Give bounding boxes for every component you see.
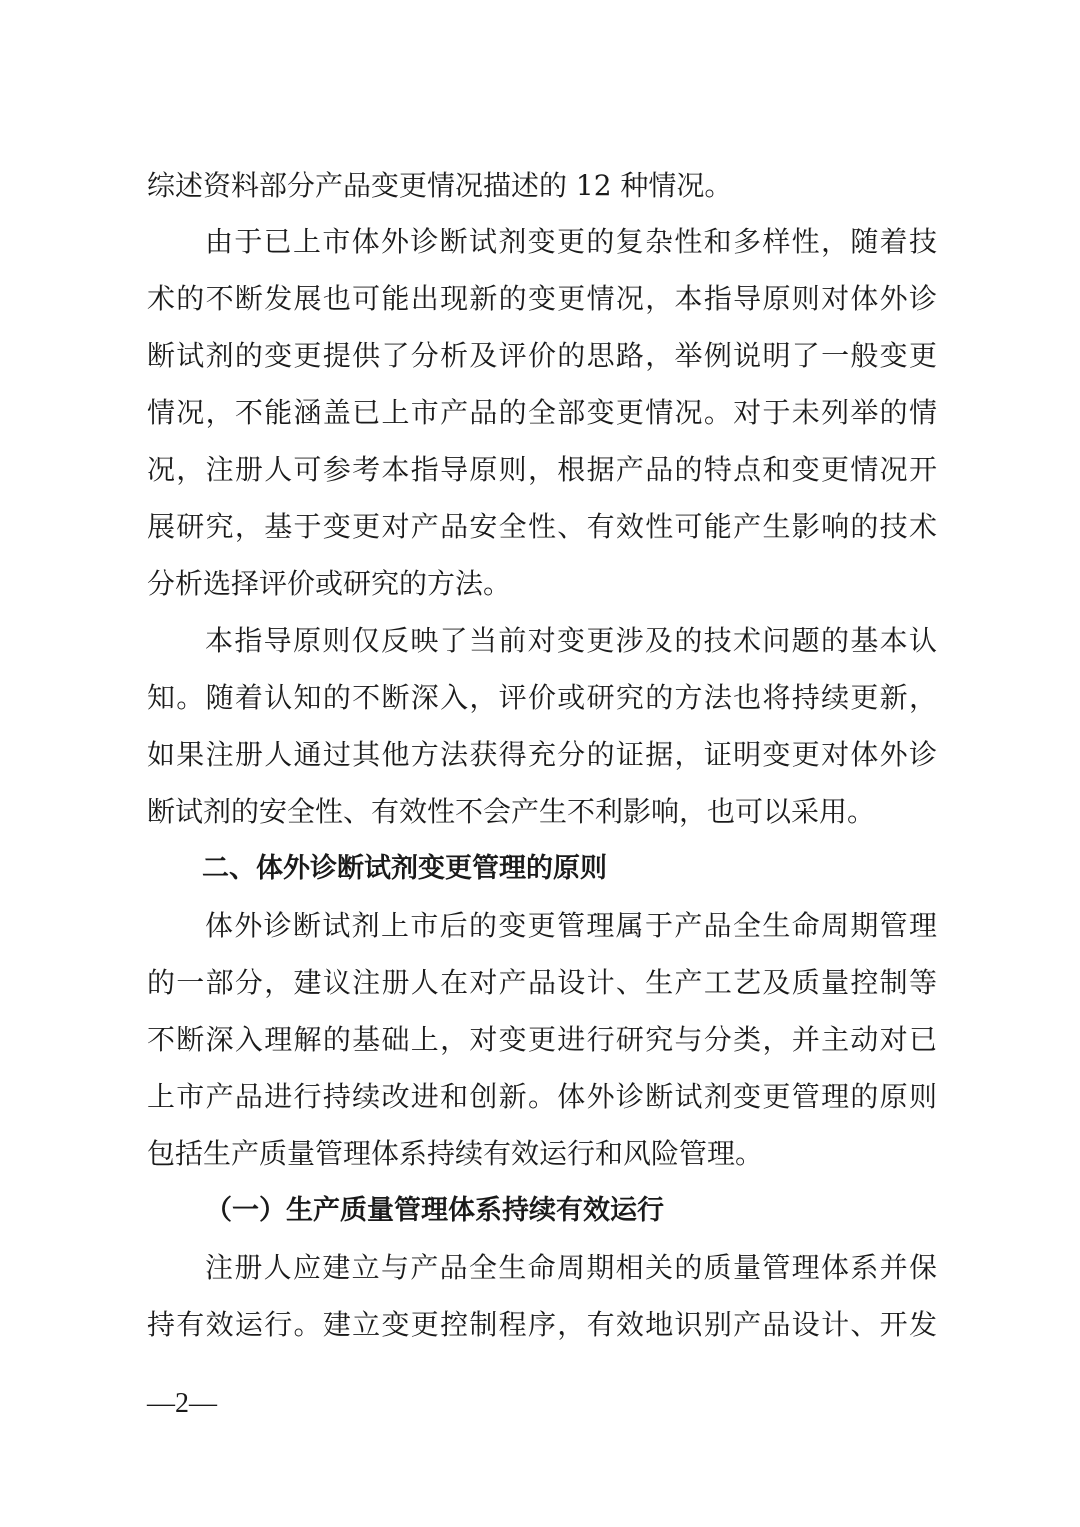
section-heading: 二、体外诊断试剂变更管理的原则	[202, 853, 607, 884]
text-line: 如果注册人通过其他方法获得充分的证据，证明变更对体外诊	[147, 738, 937, 771]
text-line: 的一部分，建议注册人在对产品设计、生产工艺及质量控制等	[147, 966, 937, 999]
text-line: 上市产品进行持续改进和创新。体外诊断试剂变更管理的原则	[147, 1080, 937, 1113]
text-line: 情况，不能涵盖已上市产品的全部变更情况。对于未列举的情	[147, 396, 937, 429]
text-line: 包括生产质量管理体系持续有效运行和风险管理。	[147, 1137, 764, 1170]
paragraph-start-line: 体外诊断试剂上市后的变更管理属于产品全生命周期管理	[205, 909, 937, 942]
paragraph-start-line: 本指导原则仅反映了当前对变更涉及的技术问题的基本认	[205, 624, 937, 657]
text-line: 不断深入理解的基础上，对变更进行研究与分类，并主动对已	[147, 1023, 937, 1056]
text-line: 况，注册人可参考本指导原则，根据产品的特点和变更情况开	[147, 453, 937, 486]
text-line: 术的不断发展也可能出现新的变更情况，本指导原则对体外诊	[147, 282, 937, 315]
page-number: —2—	[147, 1388, 217, 1419]
paragraph-start-line: 注册人应建立与产品全生命周期相关的质量管理体系并保	[205, 1251, 937, 1284]
text-line: 断试剂的变更提供了分析及评价的思路，举例说明了一般变更	[147, 339, 937, 372]
text-line: 断试剂的安全性、有效性不会产生不利影响，也可以采用。	[147, 795, 876, 828]
text-line: 知。随着认知的不断深入，评价或研究的方法也将持续更新，	[147, 681, 937, 714]
text-line: 展研究，基于变更对产品安全性、有效性可能产生影响的技术	[147, 510, 937, 543]
text-line: 持有效运行。建立变更控制程序，有效地识别产品设计、开发	[147, 1308, 937, 1341]
text-line: 分析选择评价或研究的方法。	[147, 567, 512, 600]
paragraph-start-line: 由于已上市体外诊断试剂变更的复杂性和多样性，随着技	[205, 225, 937, 258]
text-line: 综述资料部分产品变更情况描述的 12 种情况。	[147, 169, 733, 202]
subsection-heading: （一）生产质量管理体系持续有效运行	[205, 1195, 664, 1226]
